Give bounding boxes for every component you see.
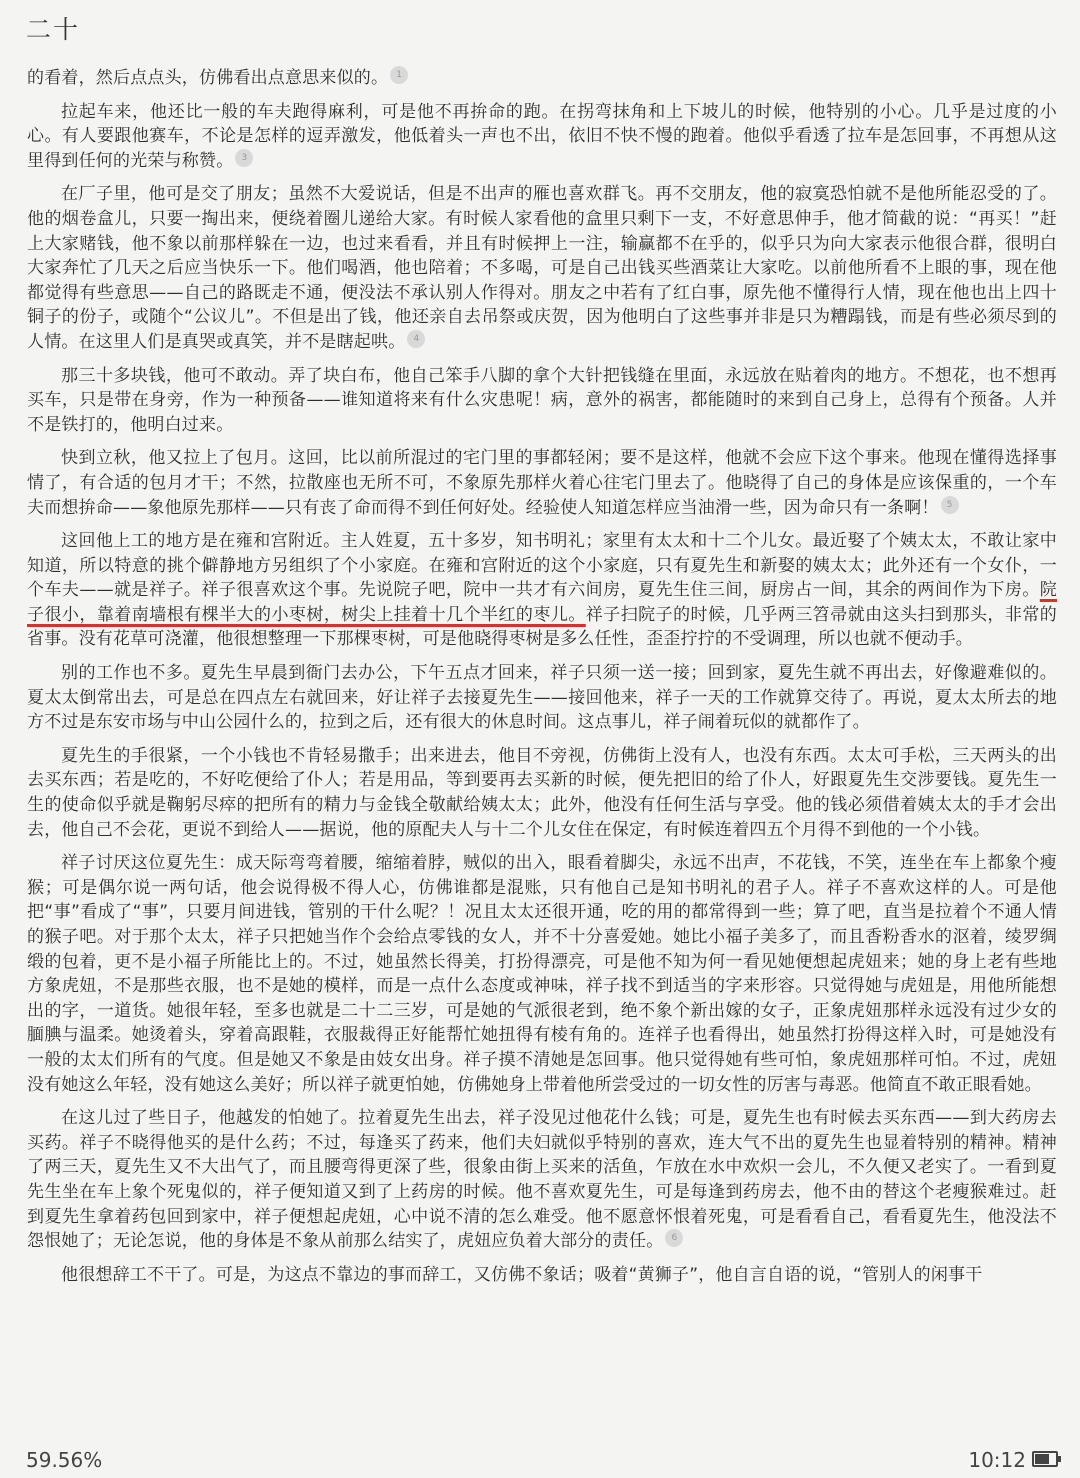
paragraph-text: 别的工作也不多。夏先生早晨到衙门去办公，下午五点才回来，祥子只须一送一接；回到家，夏先生就不再出去，好像避难似的。夏太太倒常出去，可是总在四点左右就回来，好让祥子去接夏先生——接回他来，祥子一天的工作就算交待了。再说，夏太太所去的地方不过是东安市场与中山公园什么的，拉到之后，还有很大的休息时间。这点事儿，祥子闹着玩似的就都作了。 [27, 663, 1057, 733]
paragraph-text: 的看着，然后点点头，仿佛看出点意思来似的。 [27, 68, 389, 88]
status-time: 10:12 [968, 1448, 1026, 1472]
paragraph-text: 祥子讨厌这位夏先生：成天际弯弯着腰，缩缩着脖，贼似的出入，眼看着脚尖，永远不出声，不花钱，不笑，连坐在车上都象个瘦猴；可是偶尔说一两句话，他会说得极不得人心，仿佛谁都是混账，只有他自己是知书明礼的君子人。祥子不喜欢这样的人。可是他把“事”看成了“事”，只要月间进钱，管别的干什么呢？！况且太太还很开通，吃的用的都常得到一些；算了吧，直当是拉着个不通人情的猴子吧。对于那个太太，祥子只把她当作个会给点零钱的女人，并不十分喜爱她。她比小福子美多了，而且香粉香水的沤着，绫罗绸缎的包着，更不是小福子所能比上的。不过，她虽然长得美，打扮得漂亮，可是他不知为何一看见她便想起虎妞来；她的身上老有些地方象虎妞，不是那些衣服，也不是她的模样，而是一点什么态度或神味，祥子找不到适当的字来形容。只觉得她与虎妞是，用他所能想出的字，一道货。她很年轻，至多也就是二十二三岁，可是她的气派很老到，绝不象个新出嫁的女子，正象虎妞那样永远没有过少女的腼腆与温柔。她烫着头，穿着高跟鞋，衣服裁得正好能帮忙她扭得有棱有角的。连祥子也看得出，她虽然打扮得这样入时，可是她没有一般的太太们所有的气度。但是她又不象是由妓女出身。祥子摸不清她是怎回事。他只觉得她有些可怕，象虎妞那样可怕。不过，虎妞没有她这么年轻，没有她这么美好；所以祥子就更怕她，仿佛她身上带着他所尝受过的一切女性的厉害与毒恶。他简直不敢正眼看她。 [27, 853, 1057, 1095]
paragraph-text: 快到立秋，他又拉上了包月。这回，比以前所混过的宅门里的事都轻闲；要不是这样，他就不会应下这个事来。他现在懂得选择事情了，有合适的包月才干；不然，拉散座也无所不可，不象原先那样火着心往宅门里去了。他晓得了自己的身体是应该保重的，一个车夫而想拚命——象他原先那样——只有丧了命而得不到任何好处。经验使人知道怎样应当油滑一些，因为命只有一条啊！ [27, 448, 1057, 518]
paragraph [27, 66, 1057, 91]
note-marker-icon[interactable]: 1 [390, 66, 408, 84]
paragraph-text: 他很想辞工不干了。可是，为这点不靠边的事而辞工，又仿佛不象话；吸着“黄狮子”，他自言自语的说，“管别人的闲事干 [61, 1264, 983, 1285]
paragraph-text: 在厂子里，他可是交了朋友；虽然不大爱说话，但是不出声的雁也喜欢群飞。再不交朋友，他的寂寞恐怕就不是他所能忍受的了。他的烟卷盒儿，只要一掏出来，便绕着圈儿递给大家。有时候人家看他的盒里只剩下一支，不好意思伸手，他才简截的说：“再买！”赶上大家赌钱，他不象以前那样躲在一边，也过来看看，并且有时候押上一注，输赢都不在乎的，似乎只为向大家表示他很合群，很明白大家奔忙了几天之后应当快乐一下。他们喝酒，他也陪着；不多喝，可是自己出钱买些酒菜让大家吃。以前他所看不上眼的事，现在他都觉得有些意思——自己的路既走不通，便没法不承认别人作得对。朋友之中若有了红白事，原先他不懂得行人情，现在他也出上四十铜子的份子，或随个“公议儿”。不但是出了钱，他还亲自去吊祭或庆贺，因为他明白了这些事并非是只为糟蹋钱，而是有些必须尽到的人情。在这里人们是真哭或真笑，并不是瞎起哄。 [27, 184, 1057, 352]
paragraph [27, 661, 1057, 735]
note-marker-icon[interactable]: 4 [407, 330, 425, 348]
paragraph [27, 1106, 1057, 1254]
paragraph [27, 1263, 1057, 1288]
paragraph-text: 拉起车来，他还比一般的车夫跑得麻利，可是他不再拚命的跑。在拐弯抹角和上下坡儿的时候，他特别的小心。几乎是过度的小心。有人要跟他赛车，不论是怎样的逗弄激发，他低着头一声也不出，依旧不快不慢的跑着。他似乎看透了拉车是怎回事，不再想从这里得到任何的光荣与称赞。 [27, 101, 1057, 171]
underlined-highlight[interactable]: 院子很小，靠着南墙根有棵半大的小枣树，树尖上挂着十几个半红的枣儿。 [27, 580, 1057, 625]
reading-progress: 59.56% [26, 1448, 103, 1472]
paragraph-text: 祥子扫院子的时候，几乎两三笤帚就由这头扫到那头，非常的省事。没有花草可浇灌，他很想整理一下那棵枣树，可是他晓得枣树是多么任性，歪歪拧拧的不受调理，所以也就不便动手。 [27, 604, 1057, 650]
paragraph-text: 夏先生的手很紧，一个小钱也不肯轻易撒手；出来进去，他目不旁视，仿佛街上没有人，也没有东西。太太可手松，三天两头的出去买东西；若是吃的，不好吃便给了仆人；若是用品，等到要再去买新的时候，便先把旧的给了仆人，好跟夏先生交涉要钱。夏先生一生的使命似乎就是鞠躬尽瘁的把所有的精力与金钱全敬献给姨太太；此外，他没有任何生活与享受。他的钱必须借着姨太太的手才会出去，他自己不会花，更说不到给人——据说，他的原配夫人与十二个儿女住在保定，有时候连着四五个月得不到他的一个小钱。 [27, 745, 1057, 840]
chapter-title: 二十 [26, 15, 81, 44]
battery-icon [1032, 1451, 1058, 1467]
paragraph [27, 182, 1057, 354]
paragraph [27, 100, 1057, 174]
paragraph-text: 那三十多块钱，他可不敢动。弄了块白布，他自己笨手八脚的拿个大针把钱缝在里面，永远放在贴着肉的地方。不想花，也不想再买车，只是带在身旁，作为一种预备——谁知道将来有什么灾患呢！病，意外的祸害，都能随时的来到自己身上，总得有个预备。人并不是铁打的，他明白过来。 [27, 365, 1057, 435]
paragraph [27, 851, 1057, 1097]
paragraph [27, 744, 1057, 842]
paragraph [27, 446, 1057, 520]
reading-content[interactable] [27, 66, 1057, 1296]
note-marker-icon[interactable]: 5 [941, 496, 959, 514]
paragraph [27, 529, 1057, 652]
paragraph-text: 这回他上工的地方是在雍和宫附近。主人姓夏，五十多岁，知书明礼；家里有太太和十二个儿女。最近娶了个姨太太，不敢让家中知道，所以特意的挑个僻静地方另组织了个小家庭。在雍和宫附近的这个小家庭，只有夏先生和新娶的姨太太；此外还有一个女仆，一个车夫——就是祥子。祥子很喜欢这个事。先说院子吧，院中一共才有六间房，夏先生住三间，厨房占一间，其余的两间作为下房。 [27, 531, 1057, 601]
note-marker-icon[interactable]: 6 [665, 1229, 683, 1247]
paragraph-text: 在这儿过了些日子，他越发的怕她了。拉着夏先生出去，祥子没见过他花什么钱；可是，夏先生也有时候去买东西——到大药房去买药。祥子不晓得他买的是什么药；不过，每逢买了药来，他们夫妇就似乎特别的喜欢，连大气不出的夏先生也显着特别的精神。精神了两三天，夏先生又不大出气了，而且腰弯得更深了些，很象由街上买来的活鱼，乍放在水中欢炽一会儿，不久便又老实了。一看到夏先生坐在车上象个死鬼似的，祥子便知道又到了上药房的时候。他不喜欢夏先生，可是每逢到药房去，他不由的替这个老瘦猴难过。赶到夏先生拿着药包回到家中，祥子便想起虎妞，心中说不清的怎么难受。他不愿意怀恨着死鬼，可是看看自己，看看夏先生，他没法不怨恨她了；无论怎说，他的身体是不象从前那么结实了，虎妞应负着大部分的责任。 [27, 1108, 1057, 1252]
paragraph [27, 364, 1057, 438]
note-marker-icon[interactable]: 3 [235, 149, 253, 167]
